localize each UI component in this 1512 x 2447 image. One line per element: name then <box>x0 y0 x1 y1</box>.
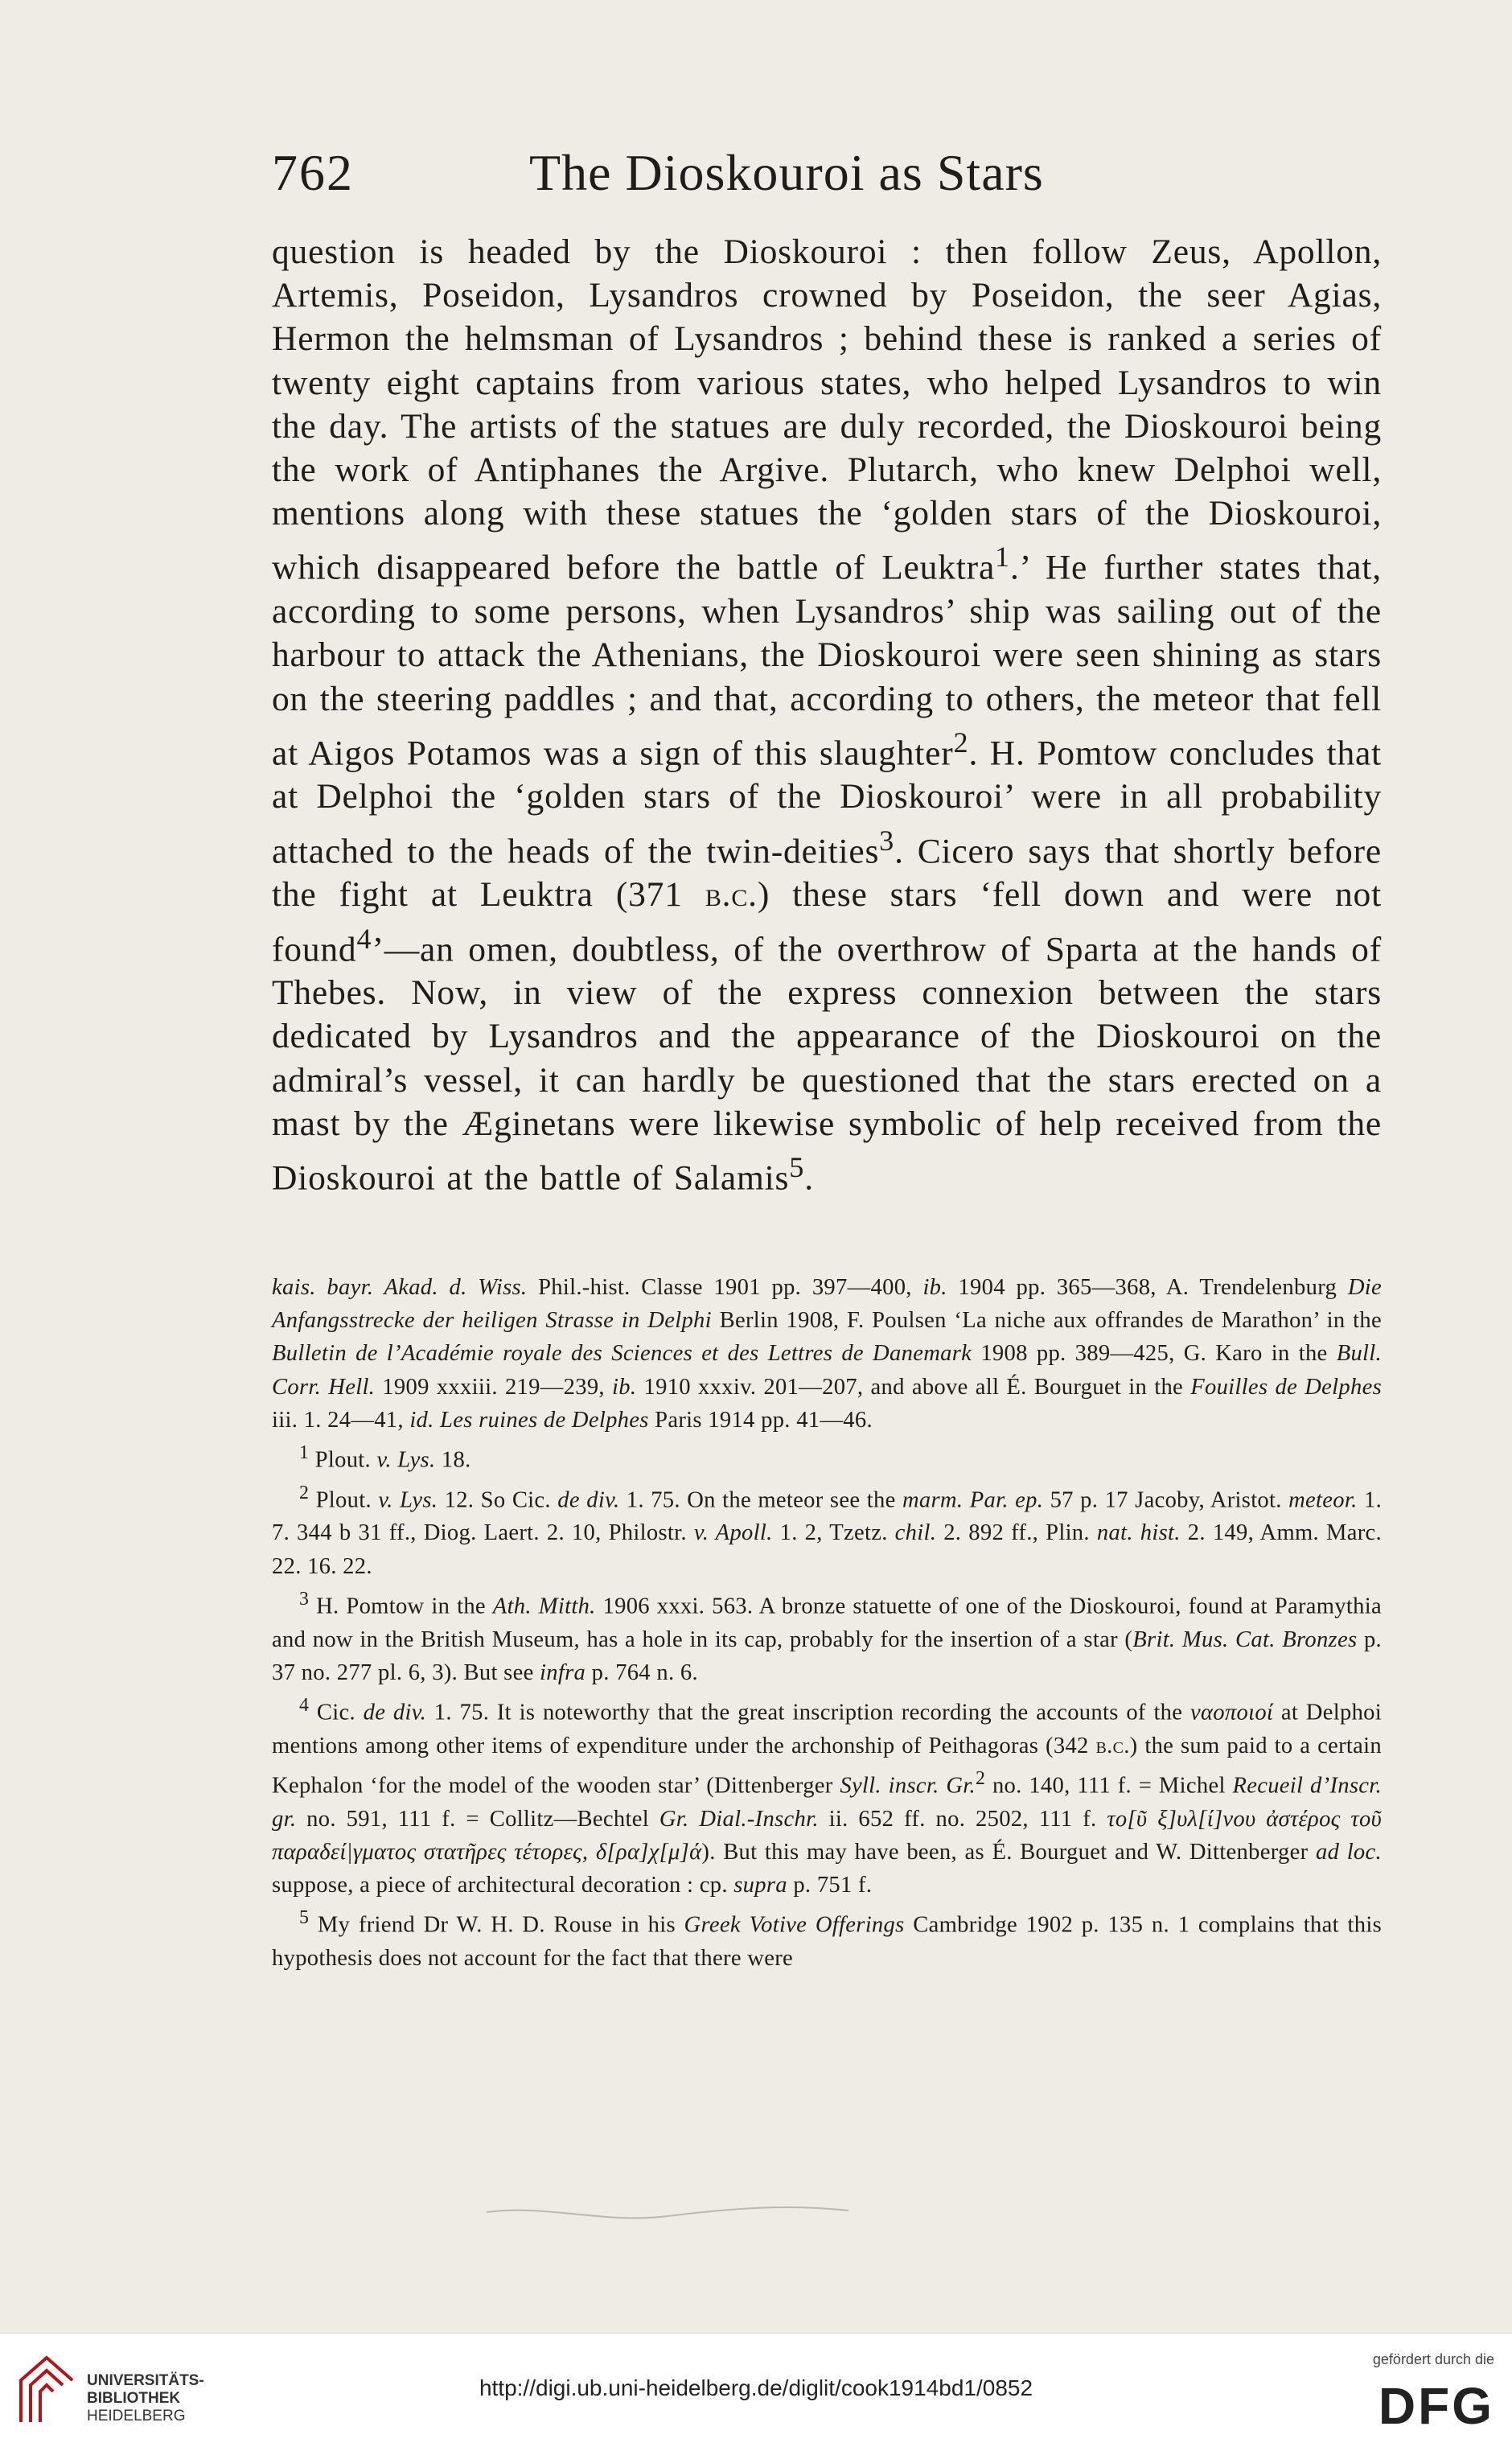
page-number: 762 <box>272 144 354 201</box>
page-header <box>272 143 1382 216</box>
footnote-4: $^4$ Cic. de div. 1. 75. It is noteworthy that the great inscription recording the accounts of the ναοποιοί at Delphoi mentions among other items of expenditure under the archonship of Peithagoras (342 b.c.) the sum paid to a certain Kephalon ‘for the model of the wooden star’ (Dittenberger Syll. inscr. Gr.$^2$ no. 140, 111 f. = Michel Recueil d’Inscr. gr. no. 591, 111 f. = Collitz—Bechtel Gr. Dial.-Inschr. ii. 652 ff. no. 2502, 111 f. το[ῦ ξ]υλ[ί]νου ἀστέρος τοῦ παραδεί|γματος στατῆρες τέτορες, δ[ρα]χ[μ]ά). But this may have been, as É. Bourguet and W. Dittenberger ad loc. suppose, a piece of architectural decoration : cp. supra p. 751 f. <box>272 1695 1383 1898</box>
funding-note: gefördert durch die <box>1372 2351 1494 2367</box>
footnote-1: $^1$ Plout. v. Lys. 18. <box>299 1442 471 1473</box>
paper-mark <box>483 2180 853 2228</box>
footnote-2: $^2$ Plout. v. Lys. 12. So Cic. de div. 1. 75. On the meteor see the marm. Par. ep. 57 p. 17 Jacoby, Aristot. meteor. 1. 7. 344 b 31 ff., Diog. Laert. 2. 10, Philostr. v. Apoll. 1. 2, Tzetz. chil. 2. 892 ff., Plin. nat. hist. 2. 149, Amm. Marc. 22. 16. 22. <box>272 1482 1383 1579</box>
main-body-text <box>272 230 1382 1200</box>
library-name-line: HEIDELBERG <box>87 2408 186 2424</box>
digitization-footer <box>0 2333 1512 2447</box>
library-name <box>87 2372 204 2425</box>
dfg-logo: DFG <box>1378 2377 1494 2435</box>
body-paragraph: question is headed by the Dioskouroi : then follow Zeus, Apollon, Artemis, Poseidon, Lysandros crowned by Poseidon, the seer Agias, Hermon the helmsman of Lysandros ; behind these is ranked a series of twenty eight captains from various states, who helped Lysandros to win the day. The artists of the statues are duly recorded, the Dioskouroi being the work of Antiphanes the Argive. Plutarch, who knew Delphoi well, mentions along with these statues the ‘golden stars of the Dioskouroi, which disappeared before the battle of Leuktra$^1$.’ He further states that, according to some persons, when Lysandros’ ship was sailing out of the harbour to attack the Athenians, the Dioskouroi were seen shining as stars on the steering paddles ; and that, according to others, the meteor that fell at Aigos Potamos was a sign of this slaughter$^2$. H. Pomtow concludes that at Delphoi the ‘golden stars of the Dioskouroi’ were in all probability attached to the heads of the twin-deities$^3$. Cicero says that shortly before the fight at Leuktra (371 b.c.) these stars ‘fell down and were not found$^4$’—an omen, doubtless, of the overthrow of Sparta at the hands of Thebes. Now, in view of the express connexion between the stars dedicated by Lysandros and the appearance of the Dioskouroi on the admiral’s vessel, it can hardly be questioned that the stars erected on a mast by the Æginetans were likewise symbolic of help received from the Dioskouroi at the battle of Salamis$^5$. <box>272 232 1382 1198</box>
library-name-line: UNIVERSITÄTS- <box>87 2372 204 2389</box>
library-name-line: BIBLIOTHEK <box>87 2390 181 2407</box>
university-library-logo-icon <box>14 2348 79 2428</box>
running-title: The Dioskouroi as Stars <box>529 144 1044 201</box>
footnote-continuation: kais. bayr. Akad. d. Wiss. Phil.-hist. Classe 1901 pp. 397—400, ib. 1904 pp. 365—368, A. Trendelenburg Die Anfangsstrecke der heiligen Strasse in Delphi Berlin 1908, F. Poulsen ‘La niche aux offrandes de Marathon’ in the Bulletin de l’Académie royale des Sciences et des Lettres de Danemark 1908 pp. 389—425, G. Karo in the Bull. Corr. Hell. 1909 xxxiii. 219—239, ib. 1910 xxxiv. 201—207, and above all É. Bourguet in the Fouilles de Delphes iii. 1. 24—41, id. Les ruines de Delphes Paris 1914 pp. 41—46. <box>272 1275 1383 1433</box>
footnotes <box>272 1271 1382 1975</box>
permalink-url[interactable]: http://digi.ub.uni-heidelberg.de/diglit/cook1914bd1/0852 <box>479 2375 1033 2400</box>
footnote-5: $^5$ My friend Dr W. H. D. Rouse in his Greek Votive Offerings Cambridge 1902 p. 135 n. 1 complains that this hypothesis does not account for the fact that there were <box>272 1907 1382 1972</box>
footnote-3: $^3$ H. Pomtow in the Ath. Mitth. 1906 xxxi. 563. A bronze statuette of one of the Dioskouroi, found at Paramythia and now in the British Museum, has a hole in its cap, probably for the insertion of a star (Brit. Mus. Cat. Bronzes p. 37 no. 277 pl. 6, 3). But see infra p. 764 n. 6. <box>272 1588 1383 1685</box>
